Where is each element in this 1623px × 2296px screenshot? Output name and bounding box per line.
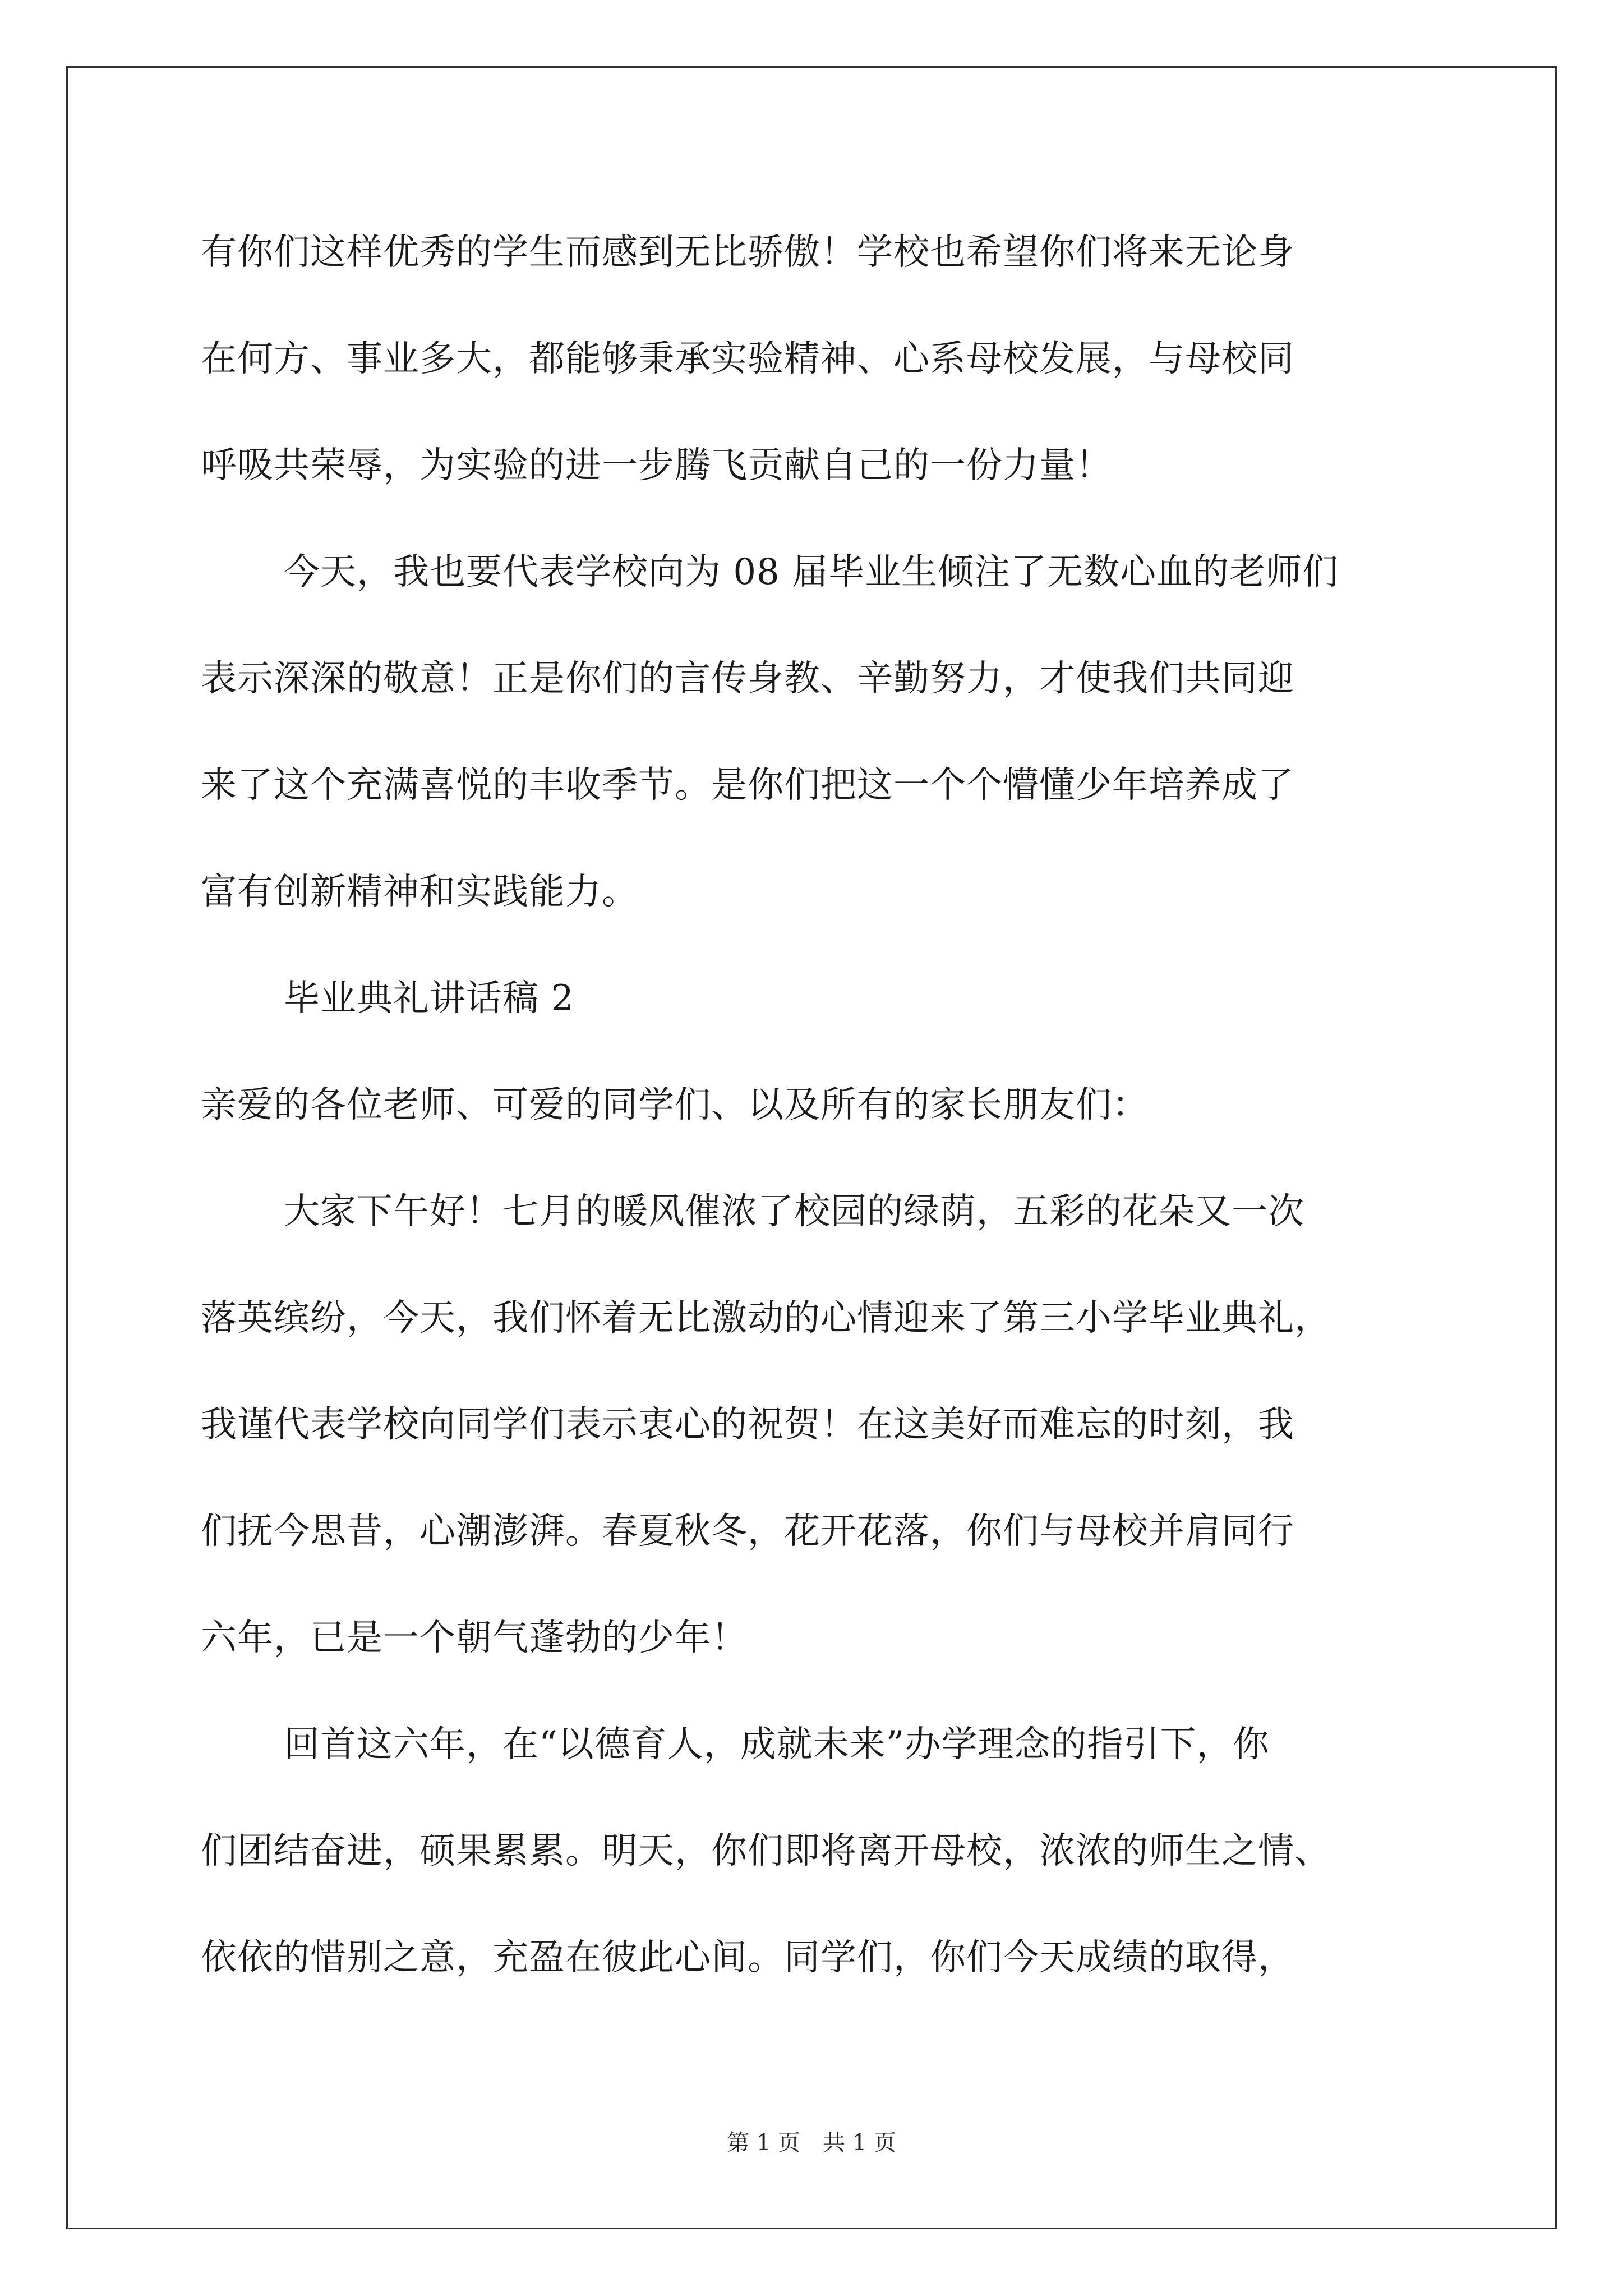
section-heading: 毕业典礼讲话稿 2	[284, 978, 575, 1019]
salutation: 亲爱的各位老师、可爱的同学们、以及所有的家长朋友们：	[201, 1084, 1149, 1126]
text-line: 在何方、事业多大，都能够秉承实验精神、心系母校发展，与母校同	[201, 338, 1294, 380]
text-line: 今天，我也要代表学校向为 08 届毕业生倾注了无数心血的老师们	[284, 551, 1339, 593]
text-line: 们抚今思昔，心潮澎湃。春夏秋冬，花开花落，你们与母校并肩同行	[201, 1511, 1294, 1552]
text-line: 有你们这样优秀的学生而感到无比骄傲！学校也希望你们将来无论身	[201, 232, 1294, 273]
text-line: 依依的惜别之意，充盈在彼此心间。同学们，你们今天成绩的取得，	[201, 1937, 1294, 1978]
text-line: 们团结奋进，硕果累累。明天，你们即将离开母校，浓浓的师生之情、	[201, 1830, 1331, 1872]
text-line: 富有创新精神和实践能力。	[201, 871, 638, 913]
text-line: 六年，已是一个朝气蓬勃的少年！	[201, 1617, 748, 1659]
text-line: 回首这六年，在“以德育人，成就未来”办学理念的指引下，你	[284, 1724, 1270, 1765]
text-line: 表示深深的敬意！正是你们的言传身教、辛勤努力，才使我们共同迎	[201, 658, 1294, 700]
text-line: 来了这个充满喜悦的丰收季节。是你们把这一个个懵懂少年培养成了	[201, 765, 1294, 806]
text-line: 大家下午好！七月的暖风催浓了校园的绿荫，五彩的花朵又一次	[284, 1191, 1304, 1232]
text-line: 呼吸共荣辱，为实验的进一步腾飞贡献自己的一份力量！	[201, 445, 1112, 486]
page-footer: 第 1 页 共 1 页	[727, 2130, 896, 2156]
text-line: 我谨代表学校向同学们表示衷心的祝贺！在这美好而难忘的时刻，我	[201, 1404, 1294, 1446]
text-line: 落英缤纷，今天，我们怀着无比激动的心情迎来了第三小学毕业典礼，	[201, 1297, 1331, 1339]
